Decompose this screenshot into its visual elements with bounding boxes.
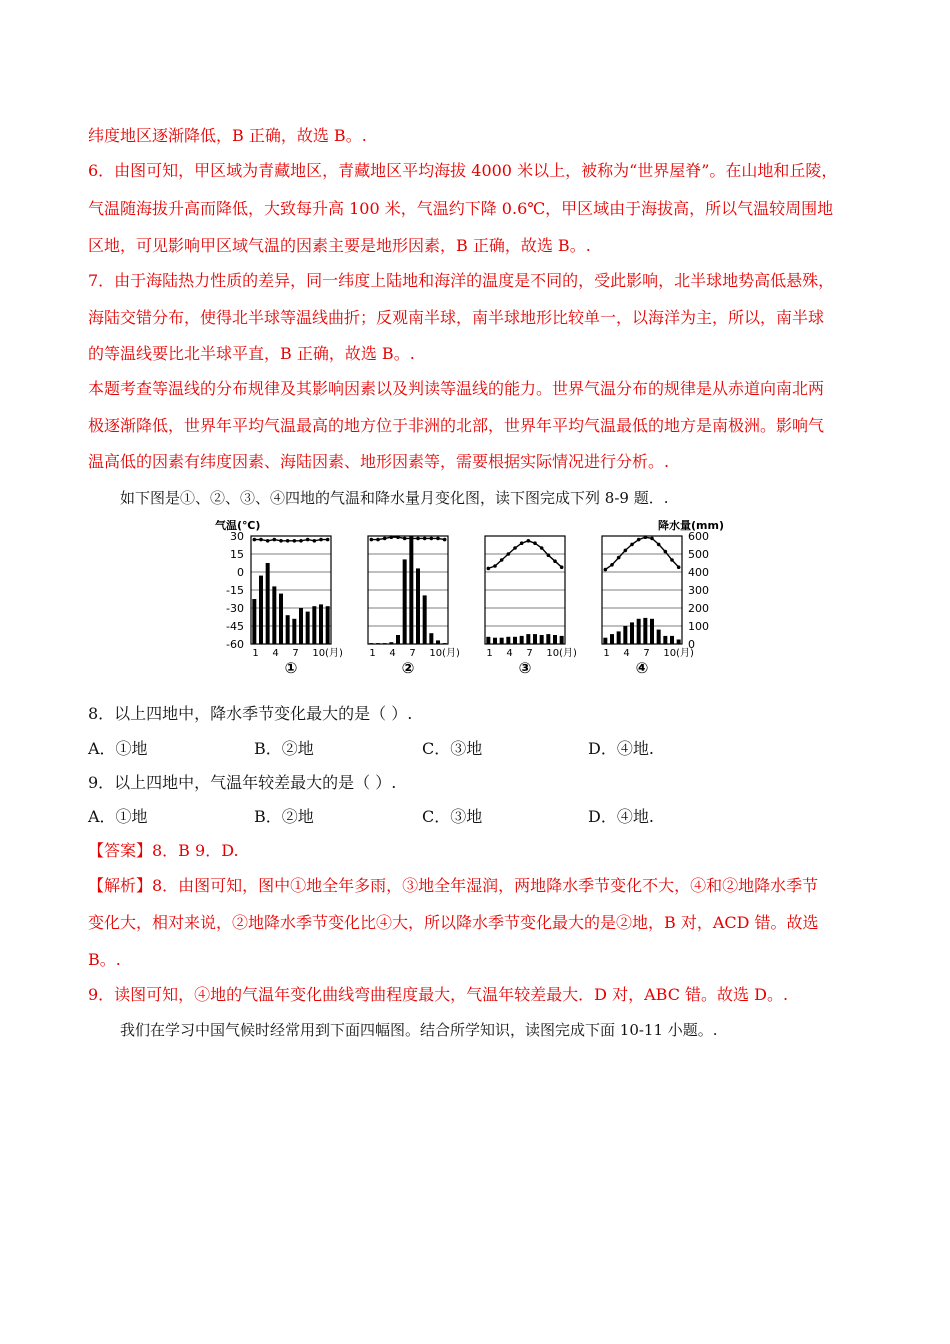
precipitation-bar: [286, 615, 290, 644]
temperature-point: [286, 539, 290, 543]
temperature-point: [527, 539, 531, 543]
precipitation-bar: [610, 634, 614, 644]
temperature-point: [299, 539, 303, 543]
month-tick-label: 1: [252, 648, 259, 659]
precipitation-bar: [520, 636, 524, 644]
precipitation-bar: [623, 626, 627, 644]
precipitation-tick-label: 300: [688, 584, 709, 597]
precipitation-bar: [326, 606, 330, 644]
question-8: 8．以上四地中，降水季节变化最大的是（ ）.: [88, 704, 413, 723]
temperature-point: [313, 539, 317, 543]
text-line: 区地，可见影响甲区域气温的因素主要是地形因素，B 正确，故选 B。.: [88, 236, 591, 255]
precipitation-bar: [630, 622, 634, 644]
precipitation-bar: [553, 635, 557, 644]
month-tick-label: 1: [486, 648, 493, 659]
temperature-tick-label: 30: [230, 530, 244, 543]
precipitation-bar: [513, 637, 517, 644]
temperature-point: [396, 535, 400, 539]
precipitation-bar: [252, 599, 256, 644]
precipitation-bar: [533, 634, 537, 644]
precipitation-bar: [423, 595, 427, 644]
precipitation-tick-label: 100: [688, 620, 709, 633]
month-tick-label: 10(月): [429, 648, 460, 659]
temperature-point: [547, 553, 551, 557]
text-line: 7．由于海陆热力性质的差异，同一纬度上陆地和海洋的温度是不同的，受此影响，北半球地势高低悬殊，: [88, 271, 835, 290]
question-intro-10-11: 我们在学习中国气候时经常用到下面四幅图。结合所学知识，读图完成下面 10-11 小题。.: [120, 1021, 718, 1039]
precipitation-bar: [389, 642, 393, 644]
temperature-point: [273, 538, 277, 542]
explanation-line: 9．读图可知，④地的气温年变化曲线弯曲程度最大，气温年较差最大．D 对，ABC 错。故选 D。.: [88, 985, 789, 1004]
temperature-point: [604, 568, 608, 572]
precipitation-bar: [299, 608, 303, 644]
precipitation-bar: [670, 636, 674, 644]
precipitation-bar: [376, 643, 380, 644]
temperature-point: [637, 538, 641, 542]
month-tick-label: 10(月): [312, 648, 343, 659]
precipitation-bar: [650, 619, 654, 644]
temperature-point: [560, 565, 564, 569]
precipitation-bar: [603, 638, 607, 644]
text-line: 海陆交错分布，使得北半球等温线曲折；反观南半球，南半球地形比较单一，以海洋为主，所以，南半球: [88, 308, 825, 327]
temperature-point: [507, 552, 511, 556]
text-line: 温高低的因素有纬度因素、海陆因素、地形因素等，需要根据实际情况进行分析。.: [88, 452, 670, 471]
month-tick-label: 7: [526, 648, 533, 659]
temperature-point: [553, 559, 557, 563]
temperature-point: [617, 556, 621, 560]
question-9: 9．以上四地中，气温年较差最大的是（ ）.: [88, 773, 397, 792]
text-line: 纬度地区逐渐降低，B 正确，故选 B。.: [88, 126, 367, 145]
month-tick-label: 4: [623, 648, 630, 659]
temperature-point: [540, 546, 544, 550]
month-tick-label: 7: [409, 648, 416, 659]
text-line: 气温随海拔升高而降低，大致每升高 100 米，气温约下降 0.6℃，甲区域由于海拔高，所以气温较周围地: [88, 199, 834, 218]
temperature-tick-label: 0: [237, 566, 244, 579]
temperature-point: [319, 538, 323, 542]
precipitation-bar: [403, 559, 407, 644]
temperature-point: [443, 538, 447, 542]
precipitation-bar: [319, 604, 323, 644]
temperature-point: [500, 558, 504, 562]
month-tick-label: 10(月): [663, 648, 694, 659]
temperature-point: [493, 564, 497, 568]
explanation-line: 变化大，相对来说，②地降水季节变化比④大，所以降水季节变化最大的是②地，B 对，ACD 错。故选: [88, 913, 819, 932]
precipitation-bar: [272, 586, 276, 644]
temperature-point: [430, 537, 434, 541]
precipitation-bar: [396, 635, 400, 644]
temperature-point: [436, 537, 440, 541]
temperature-point: [630, 543, 634, 547]
temperature-point: [376, 538, 380, 542]
temperature-point: [644, 535, 648, 539]
month-tick-label: 1: [369, 648, 376, 659]
precipitation-bar: [436, 640, 440, 644]
question-intro: 如下图是①、②、③、④四地的气温和降水量月变化图，读下图完成下列 8-9 题．.: [120, 489, 669, 507]
text-line: 极逐渐降低，世界年平均气温最高的地方位于非洲的北部，世界年平均气温最低的地方是南极洲。影响气: [88, 416, 825, 435]
q8-option-b[interactable]: B．②地: [254, 739, 314, 758]
precipitation-bar: [266, 563, 270, 644]
temperature-point: [657, 543, 661, 547]
temperature-point: [677, 565, 681, 569]
precipitation-bar: [259, 576, 263, 644]
precipitation-bar: [540, 635, 544, 644]
explanation-line: 【解析】8．由图可知，图中①地全年多雨，③地全年湿润，两地降水季节变化不大，④和②地降水季节: [88, 876, 819, 895]
explanation-line: B。.: [88, 950, 121, 969]
climate-charts-figure: [215, 520, 745, 680]
month-tick-label: 4: [272, 648, 279, 659]
precipitation-tick-label: 0: [688, 638, 695, 651]
panel-label: ③: [518, 659, 532, 677]
precipitation-bar: [637, 619, 641, 644]
temperature-line: [605, 537, 678, 569]
month-tick-label: 10(月): [546, 648, 577, 659]
temperature-point: [513, 546, 517, 550]
q8-option-c[interactable]: C．③地: [422, 739, 483, 758]
precipitation-tick-label: 200: [688, 602, 709, 615]
precipitation-bar: [409, 536, 413, 644]
temperature-point: [610, 563, 614, 567]
temperature-point: [410, 537, 414, 541]
precipitation-bar: [546, 634, 550, 644]
precipitation-bar: [526, 634, 530, 644]
temperature-point: [279, 539, 283, 543]
temperature-point: [253, 538, 257, 542]
precipitation-bar: [617, 631, 621, 644]
text-line: 的等温线要比北半球平直，B 正确，故选 B。.: [88, 344, 415, 363]
precipitation-bar: [383, 643, 387, 644]
month-tick-label: 1: [603, 648, 610, 659]
temperature-point: [533, 541, 537, 545]
temperature-point: [403, 537, 407, 541]
temperature-point: [293, 539, 297, 543]
precipitation-bar: [643, 618, 647, 644]
temperature-point: [664, 550, 668, 554]
temperature-point: [487, 567, 491, 571]
q9-option-d[interactable]: D．④地.: [588, 807, 654, 826]
temperature-point: [383, 537, 387, 541]
precipitation-tick-label: 500: [688, 548, 709, 561]
precipitation-bar: [312, 606, 316, 644]
temperature-line: [371, 537, 444, 539]
answer-line: 【答案】8．B 9．D.: [88, 841, 239, 860]
precipitation-bar: [506, 637, 510, 644]
panel-label: ①: [284, 659, 298, 677]
temperature-tick-label: -15: [226, 584, 244, 597]
q9-option-b[interactable]: B．②地: [254, 807, 314, 826]
precipitation-bar: [429, 633, 433, 644]
precipitation-bar: [443, 643, 447, 644]
q8-option-d[interactable]: D．④地.: [588, 739, 654, 758]
temperature-point: [259, 538, 263, 542]
temperature-point: [423, 537, 427, 541]
precipitation-bar: [663, 636, 667, 644]
temperature-point: [670, 558, 674, 562]
precipitation-axis-label: 降水量(mm): [658, 520, 724, 532]
precipitation-bar: [657, 630, 661, 644]
temperature-point: [624, 549, 628, 553]
temperature-point: [326, 538, 330, 542]
precipitation-bar: [560, 636, 564, 644]
precipitation-tick-label: 400: [688, 566, 709, 579]
precipitation-bar: [677, 640, 681, 645]
temperature-point: [650, 537, 654, 541]
precipitation-bar: [279, 594, 283, 644]
temperature-axis-label: 气温(℃): [215, 520, 261, 532]
precipitation-bar: [500, 638, 504, 644]
temperature-point: [416, 537, 420, 541]
month-tick-label: 4: [389, 648, 396, 659]
q9-option-a[interactable]: A．①地: [88, 807, 148, 826]
month-tick-label: 4: [506, 648, 513, 659]
precipitation-bar: [493, 638, 497, 644]
temperature-point: [266, 539, 270, 543]
month-tick-label: 7: [292, 648, 299, 659]
temperature-point: [520, 541, 524, 545]
panel-label: ④: [635, 659, 649, 677]
q8-option-a[interactable]: A．①地: [88, 739, 148, 758]
temperature-point: [370, 538, 374, 542]
panel-label: ②: [401, 659, 415, 677]
temperature-tick-label: -30: [226, 602, 244, 615]
precipitation-tick-label: 600: [688, 530, 709, 543]
month-tick-label: 7: [643, 648, 650, 659]
text-line: 6．由图可知，甲区域为青藏地区，青藏地区平均海拔 4000 米以上，被称为“世界屋脊”。在山地和丘陵，: [88, 161, 838, 180]
precipitation-bar: [292, 619, 296, 644]
temperature-point: [390, 535, 394, 539]
temperature-tick-label: -60: [226, 638, 244, 651]
q9-option-c[interactable]: C．③地: [422, 807, 483, 826]
temperature-line: [254, 540, 327, 541]
precipitation-bar: [486, 637, 490, 644]
precipitation-bar: [416, 568, 420, 644]
precipitation-bar: [369, 643, 373, 644]
text-line: 本题考查等温线的分布规律及其影响因素以及判读等温线的能力。世界气温分布的规律是从赤道向南北两: [88, 379, 825, 398]
temperature-tick-label: 15: [230, 548, 244, 561]
temperature-point: [306, 538, 310, 542]
temperature-line: [488, 541, 561, 569]
precipitation-bar: [306, 612, 310, 644]
temperature-tick-label: -45: [226, 620, 244, 633]
